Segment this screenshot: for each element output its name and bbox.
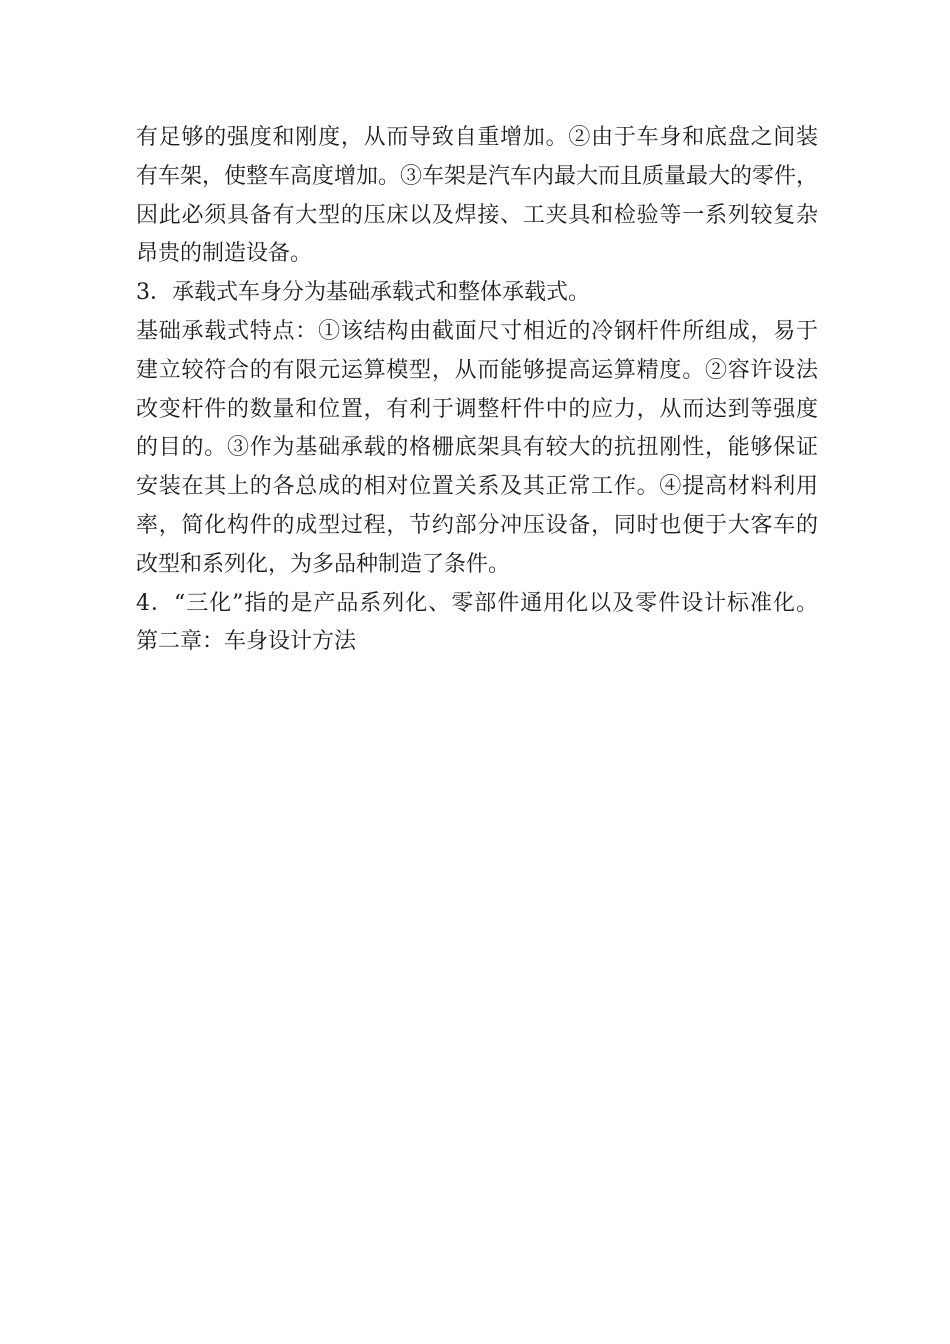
text-line: 改型和系列化，为多品种制造了条件。 <box>136 551 511 577</box>
text-line: 有车架，使整车高度增加。③车架是汽车内最大而且质量最大的零件， <box>136 163 819 189</box>
section-item-4: 4．“三化”指的是产品系列化、零部件通用化以及零件设计标准化。 <box>136 590 818 616</box>
text-line: 昂贵的制造设备。 <box>136 241 313 267</box>
text-line: 安装在其上的各总成的相对位置关系及其正常工作。④提高材料利用 <box>136 474 818 500</box>
text-line: 基础承载式特点：①该结构由截面尺寸相近的冷钢杆件所组成，易于 <box>136 318 818 344</box>
chapter-heading: 第二章：车身设计方法 <box>136 629 357 655</box>
section-item-3: 3．承载式车身分为基础承载式和整体承载式。 <box>136 280 590 306</box>
text-line: 改变杆件的数量和位置，有利于调整杆件中的应力，从而达到等强度 <box>136 396 818 422</box>
body-text <box>136 119 818 662</box>
text-line: 建立较符合的有限元运算模型，从而能够提高运算精度。②容许设法 <box>136 357 818 383</box>
text-line: 有足够的强度和刚度，从而导致自重增加。②由于车身和底盘之间装 <box>136 125 818 150</box>
text-line: 因此必须具备有大型的压床以及焊接、工夹具和检验等一系列较复杂 <box>136 202 818 228</box>
text-line: 率，简化构件的成型过程，节约部分冲压设备，同时也便于大客车的 <box>136 512 818 538</box>
text-line: 的目的。③作为基础承载的格栅底架具有较大的抗扭刚性，能够保证 <box>136 435 818 461</box>
